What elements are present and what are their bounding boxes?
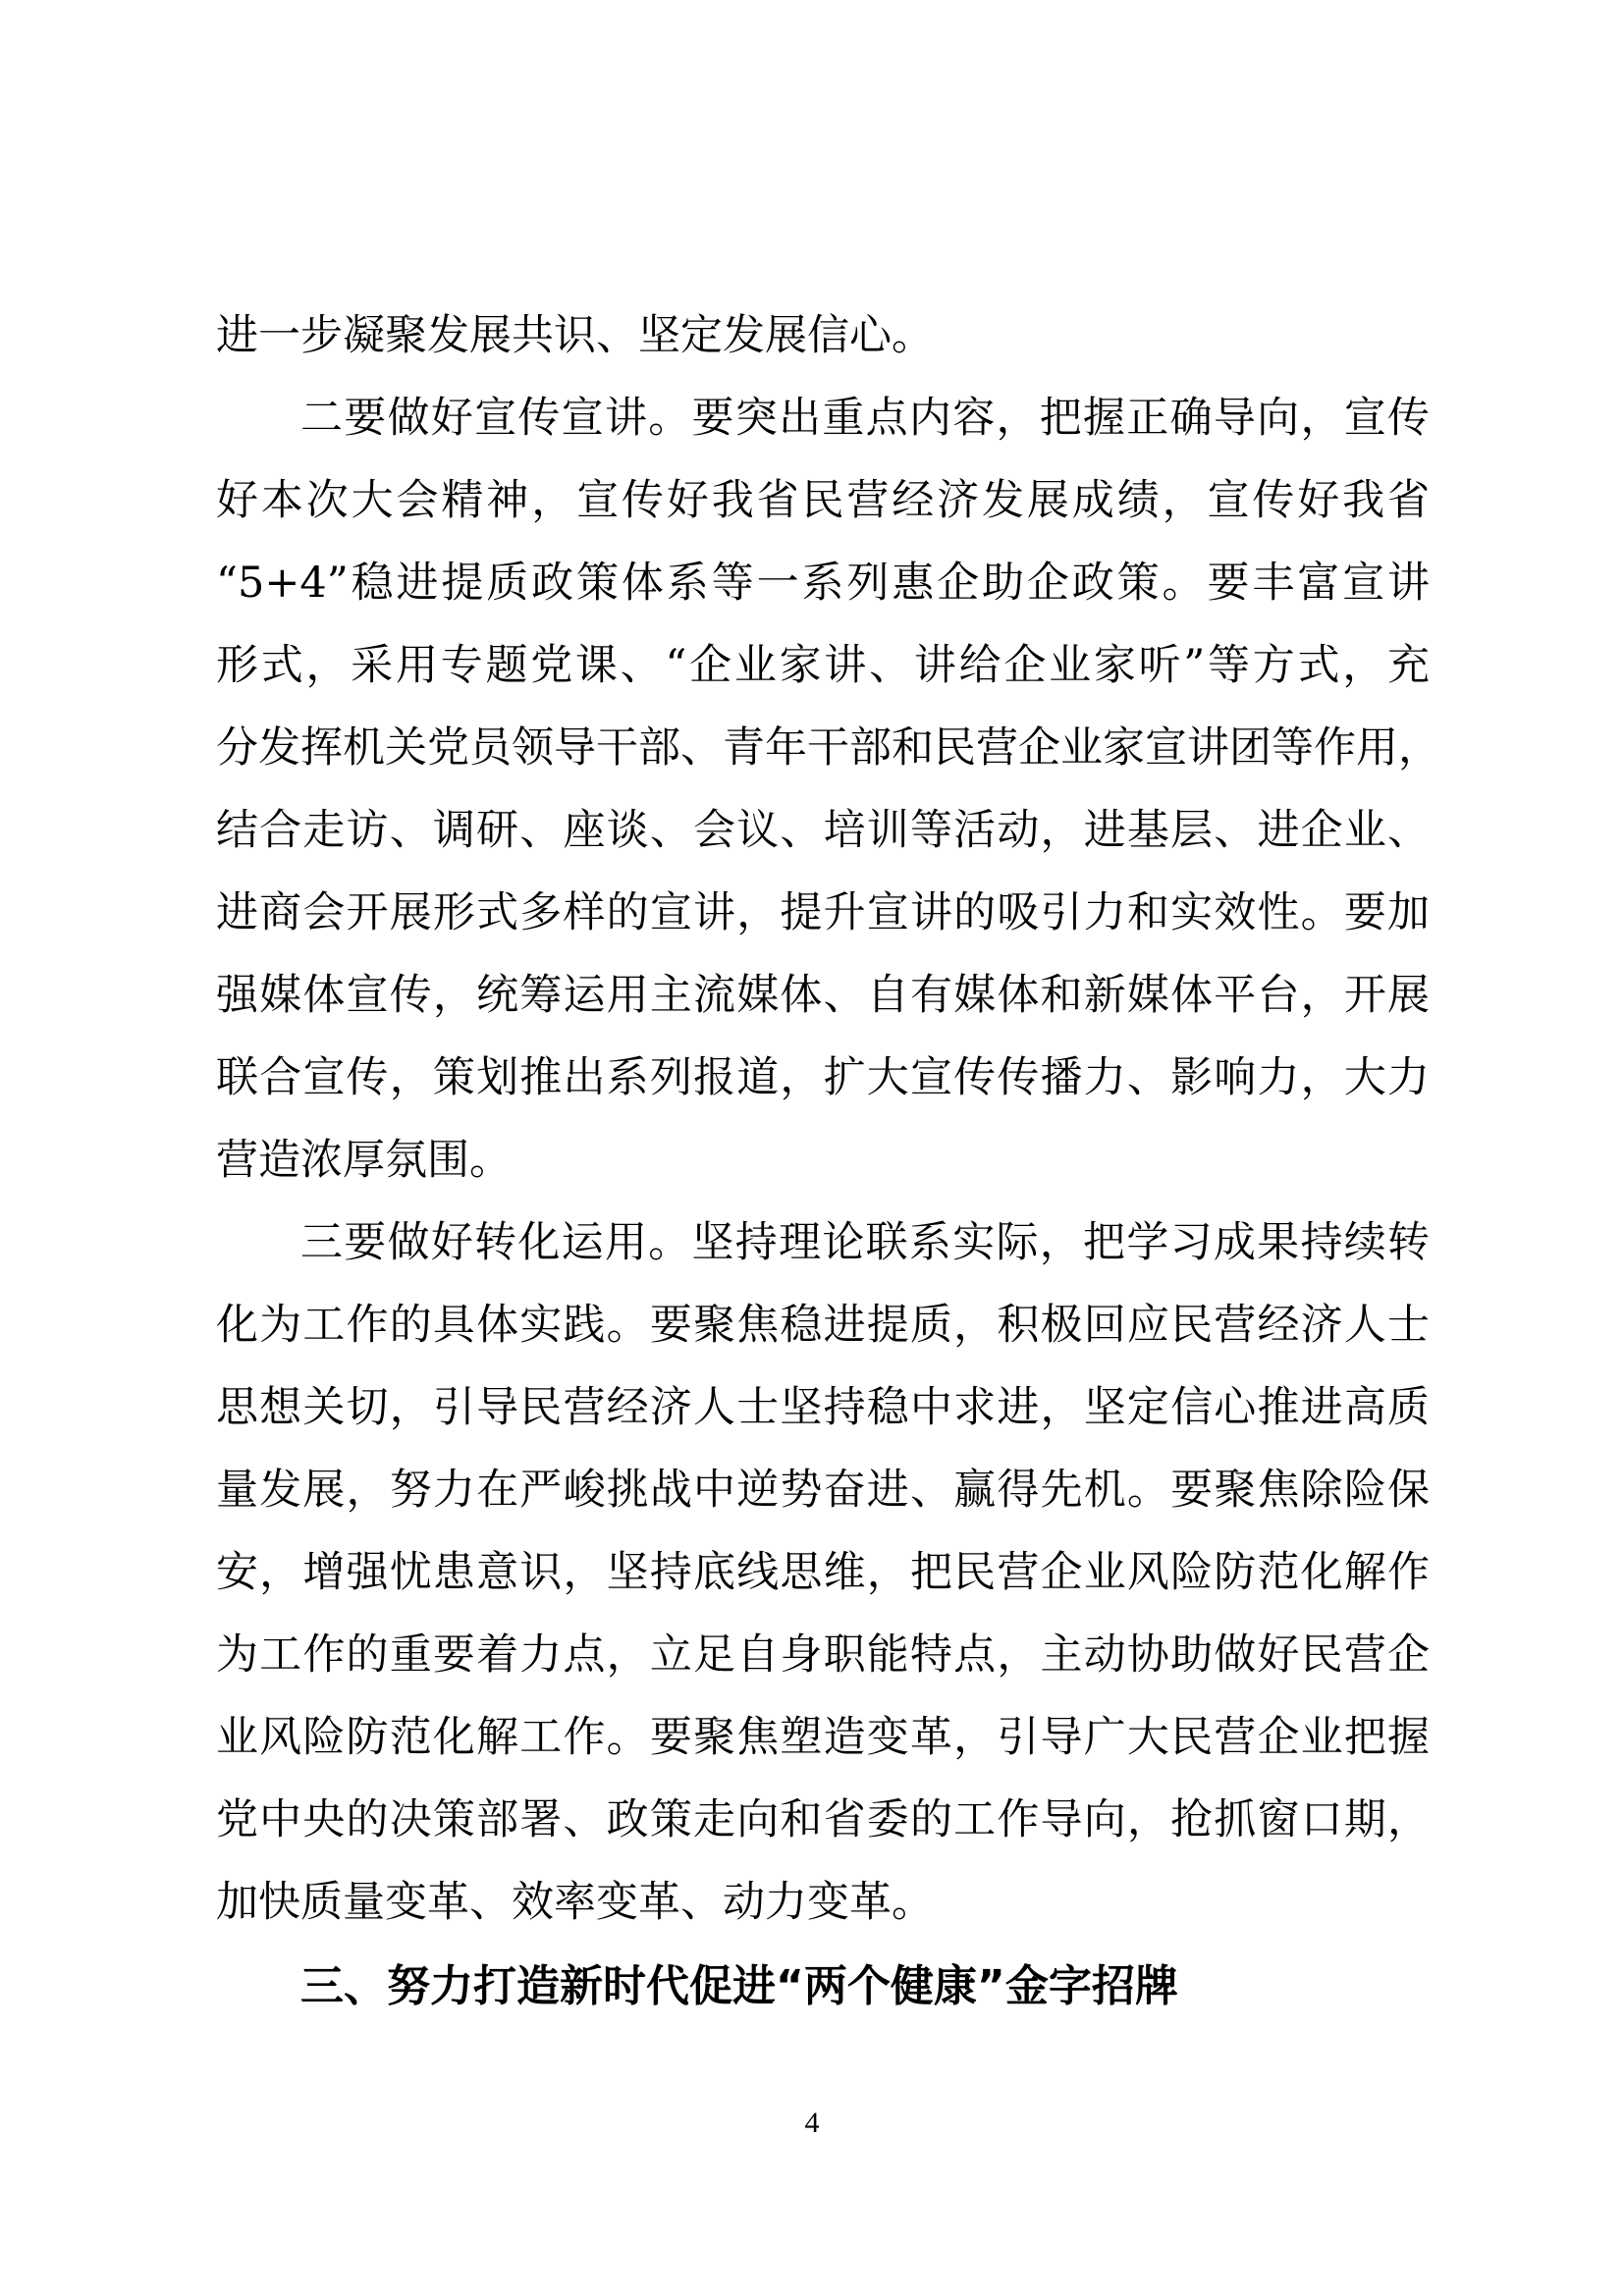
paragraph-line: 量发展，努力在严峻挑战中逆势奋进、赢得先机。要聚焦除险保 — [216, 1466, 1430, 1515]
paragraph-line: 思想关切，引导民营经济人士坚持稳中求进，坚定信心推进高质 — [216, 1383, 1430, 1432]
paragraph-line: 好本次大会精神，宣传好我省民营经济发展成绩，宣传好我省 — [216, 476, 1430, 525]
page-number: 4 — [804, 2107, 820, 2139]
paragraph-line: 化为工作的具体实践。要聚焦稳进提质，积极回应民营经济人士 — [216, 1301, 1430, 1350]
paragraph-line: 业风险防范化解工作。要聚焦塑造变革，引导广大民营企业把握 — [216, 1713, 1430, 1762]
paragraph-line: 结合走访、调研、座谈、会议、培训等活动，进基层、进企业、 — [216, 806, 1430, 855]
paragraph-line: 形式，采用专题党课、“企业家讲、讲给企业家听”等方式，充 — [216, 641, 1430, 690]
paragraph-line: 党中央的决策部署、政策走向和省委的工作导向，抢抓窗口期， — [216, 1795, 1430, 1844]
paragraph-line: 三要做好转化运用。坚持理论联系实际，把学习成果持续转 — [300, 1218, 1430, 1267]
paragraph-line: 分发挥机关党员领导干部、青年干部和民营企业家宣讲团等作用， — [216, 723, 1440, 773]
paragraph-line: 进商会开展形式多样的宣讲，提升宣讲的吸引力和实效性。要加 — [216, 888, 1430, 937]
paragraph-line: 二要做好宣传宣讲。要突出重点内容，把握正确导向，宣传 — [300, 394, 1430, 443]
paragraph-line: 营造浓厚氛围。 — [216, 1136, 512, 1185]
paragraph-line: 为工作的重要着力点，立足自身职能特点，主动协助做好民营企 — [216, 1630, 1430, 1680]
paragraph-line: 加快质量变革、效率变革、动力变革。 — [216, 1878, 934, 1927]
paragraph-line: 安，增强忧患意识，坚持底线思维，把民营企业风险防范化解作 — [216, 1548, 1430, 1597]
paragraph-line: “5+4”稳进提质政策体系等一系列惠企助企政策。要丰富宣讲 — [216, 559, 1430, 608]
paragraph-line: 进一步凝聚发展共识、坚定发展信心。 — [216, 311, 934, 360]
section-heading: 三、努力打造新时代促进“两个健康”金字招牌 — [300, 1961, 1178, 2011]
paragraph-line: 强媒体宣传，统筹运用主流媒体、自有媒体和新媒体平台，开展 — [216, 971, 1430, 1020]
paragraph-line: 联合宣传，策划推出系列报道，扩大宣传传播力、影响力，大力 — [216, 1053, 1430, 1102]
